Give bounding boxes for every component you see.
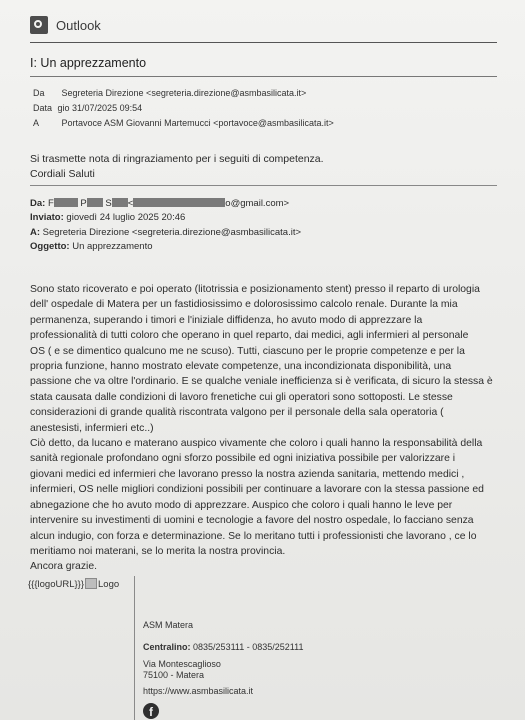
signature-address-line2: 75100 - Matera bbox=[143, 670, 205, 680]
fwd-from-label: Da: bbox=[30, 198, 46, 209]
fwd-sent-label: Inviato: bbox=[30, 212, 64, 223]
signature-divider bbox=[134, 576, 135, 720]
fwd-from-initial-3: S bbox=[105, 198, 112, 209]
redacted-block-3 bbox=[112, 198, 128, 207]
forward-note-line2: Cordiali Saluti bbox=[30, 168, 95, 180]
to-row bbox=[33, 118, 334, 128]
outlook-header bbox=[30, 14, 101, 36]
signature-org: ASM Matera bbox=[143, 620, 194, 630]
date-label: Data bbox=[33, 103, 53, 113]
app-name: Outlook bbox=[56, 17, 101, 33]
from-value: Segreteria Direzione <segreteria.direzione@asmbasilicata.it> bbox=[61, 88, 307, 98]
date-row bbox=[33, 103, 142, 113]
fwd-subject-row bbox=[30, 241, 153, 252]
fwd-from-row bbox=[30, 198, 289, 209]
logo-alt-text: Logo bbox=[98, 579, 120, 590]
to-label: A bbox=[33, 118, 40, 128]
forward-divider bbox=[30, 185, 497, 186]
redacted-block-4 bbox=[133, 198, 225, 207]
forward-note-line1: Si trasmette nota di ringraziamento per i seguiti di competenza. bbox=[30, 153, 324, 165]
from-label: Da bbox=[33, 88, 45, 98]
fwd-to-value: Segreteria Direzione <segreteria.direzione@asmbasilicata.it> bbox=[42, 227, 302, 238]
redacted-block-1 bbox=[54, 198, 78, 207]
fwd-to-row bbox=[30, 227, 301, 238]
header-divider bbox=[30, 42, 497, 43]
signature-logo bbox=[28, 578, 119, 590]
facebook-icon[interactable]: f bbox=[143, 703, 159, 719]
subject-divider bbox=[30, 76, 497, 77]
fwd-from-tail: o@gmail.com> bbox=[225, 198, 290, 209]
fwd-sent-row bbox=[30, 212, 185, 223]
fwd-subject-value: Un apprezzamento bbox=[72, 241, 153, 252]
redacted-block-2 bbox=[87, 198, 103, 207]
signature-address-line1: Via Montescaglioso bbox=[143, 659, 221, 669]
fwd-to-label: A: bbox=[30, 227, 41, 238]
forward-note bbox=[30, 152, 324, 182]
outlook-logo-icon bbox=[30, 16, 48, 34]
switchboard-value: 0835/253111 - 0835/252111 bbox=[193, 642, 304, 652]
signature-website[interactable]: https://www.asmbasilicata.it bbox=[143, 686, 254, 696]
fwd-from-initial-1: F bbox=[47, 198, 54, 209]
to-value: Portavoce ASM Giovanni Martemucci <portavoce@asmbasilicata.it> bbox=[61, 118, 334, 128]
signature-switchboard bbox=[143, 642, 303, 652]
fwd-subject-label: Oggetto: bbox=[30, 241, 70, 252]
fwd-from-open: < bbox=[127, 198, 134, 209]
switchboard-label: Centralino: bbox=[143, 642, 191, 652]
email-subject: I: Un apprezzamento bbox=[30, 56, 147, 70]
fwd-from-initial-2: P bbox=[80, 198, 87, 209]
logo-placeholder-text: {{{logoURL}}} bbox=[28, 579, 85, 590]
fwd-sent-value: giovedì 24 luglio 2025 20:46 bbox=[66, 212, 186, 223]
letter-body: Sono stato ricoverato e poi operato (litotrissia e posizionamento stent) presso il reparto di urologia dell' ospedale di Matera per un fastidiosissimo e dolorosissimo calcolo renale. Durante la mia permanenza, superando i timori e l'iniziale diffidenza, ho avuto modo di apprezzare la professionalità di tutti coloro che operano in quel reparto, dai medici, agli infermieri al personale OS ( e se dimentico qualcuno me ne scuso). Tutti, ciascuno per le proprie competenze e per la propria funzione, hanno mostrato elevate competenze, una incondizionata disponibilità, una passione che va oltre l'ordinario. E se qualche veniale inefficienza si è verificata, di sicuro la stessa è stata causata dalle condizioni di lavoro frenetiche cui gli operatori sono sottoposti. Le stesse considerazioni di grande qualità riscontrata valgono per il personale della sala operatoria ( anestesisti, infermieri etc..) Ciò detto, da lucano e materano auspico vivamente che coloro i quali hanno la responsabilità della sanità regionale profondano ogni sforzo possibile ed ogni iniziativa possibile per valorizzare i giovani medici ed infermieri che lavorano presso la nostra azienda sanitaria, mettendo medici , infermieri, OS nelle migliori condizioni possibili per continuare a lavorare con la stessa passione ed abnegazione che ho avuto modo di apprezzare. Auspico che coloro i quali hanno le leve per intervenire su investimenti di uomini e tecnologie a favore del nostro ospedale, lo facciano senza alcun indugio, con forza e determinazione. Se lo meritano tutti i professionisti che lavorano , ce lo meritiamo noi materani, se lo merita la nostra provincia. Ancora grazie. bbox=[30, 284, 493, 573]
from-row bbox=[33, 88, 306, 98]
date-value: gio 31/07/2025 09:54 bbox=[57, 103, 143, 113]
broken-image-icon bbox=[85, 578, 97, 589]
